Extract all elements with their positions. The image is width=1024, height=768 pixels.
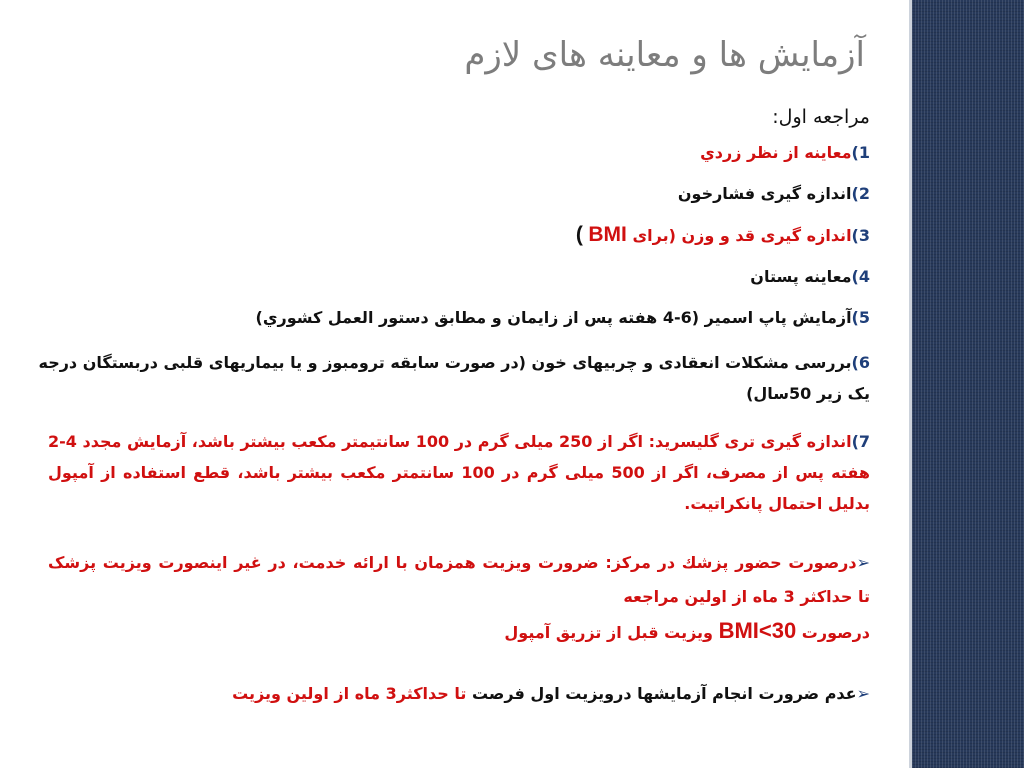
item-text: اندازه گیری فشارخون	[677, 184, 852, 203]
bmi-label: BMI	[588, 223, 627, 246]
item-text: اندازه گیری تری گلیسرید: اگر از 250 میلی گرم در 100 سانتیمتر مکعب بیشتر باشد، آزمایش مجدد 4-2 هفته پس از مصرف، اگر از 500 میلی گرم در 100 سانتمتر مکعب بیشتر باشد، قطع استفاده از آمپول بدلیل احتمال پانکراتیت.	[48, 432, 871, 513]
slide-content	[38, 100, 871, 711]
item-line: یک زیر 50سال)	[746, 384, 870, 403]
item-text: معاینه از نظر زردي	[700, 143, 852, 162]
list-item-7	[48, 426, 870, 519]
closing-paren: )	[575, 223, 583, 246]
list-item-1	[48, 141, 870, 165]
item-number: 6)	[851, 353, 870, 372]
item-text: اندازه گیری قد و وزن (برای	[632, 226, 852, 245]
item-text: معاینه پستان	[750, 267, 852, 286]
bmi-condition: BMI<30	[718, 618, 797, 643]
note-bmi	[48, 614, 870, 650]
note-text: درصورت حضور پزشك در مرکز: ضرورت ويزيت همزمان با ارائه خدمت، در غير اينصورت ويزيت پزشک تا حداکثر 3 ماه از اولين مراجعه	[48, 553, 870, 606]
item-number: 5)	[851, 308, 870, 327]
item-line	[38, 347, 870, 378]
item-text: بررسی مشکلات انعقادی و چربیهای خون (در صورت سابقه ترومبوز و یا بیماریهای قلبی دربستگان درجه	[38, 353, 852, 372]
slide-title: آزمایش ها و معاینه های لازم	[464, 35, 865, 75]
decorative-sidebar	[912, 0, 1024, 768]
list-item-4	[48, 265, 870, 289]
note-suffix: ويزيت قبل از تزريق آمپول	[504, 623, 713, 642]
list-item-2	[48, 182, 870, 206]
item-number: 3)	[851, 226, 870, 245]
visit-heading: مراجعه اول:	[772, 106, 870, 128]
note-text: عدم ضرورت انجام آزمايشها درويزيت اول فرصت	[471, 684, 857, 703]
list-item-3	[48, 223, 870, 248]
note-doctor-visit	[48, 546, 870, 614]
arrow-bullet-icon: ➢	[856, 684, 870, 703]
list-item-6	[38, 347, 870, 409]
list-item-5	[48, 306, 870, 330]
note-tests	[48, 677, 870, 711]
note-prefix: درصورت	[801, 623, 870, 642]
item-number: 2)	[851, 184, 870, 203]
arrow-bullet-icon: ➢	[856, 553, 870, 572]
item-number: 1)	[851, 143, 870, 162]
note-highlight: تا حداکثر3 ماه از اولين ويزيت	[232, 684, 467, 703]
item-text: آزمایش پاپ اسمیر (6-4 هفته پس از زایمان و مطابق دستور العمل کشوري)	[255, 308, 852, 327]
item-number: 7)	[851, 432, 871, 451]
item-number: 4)	[851, 267, 870, 286]
